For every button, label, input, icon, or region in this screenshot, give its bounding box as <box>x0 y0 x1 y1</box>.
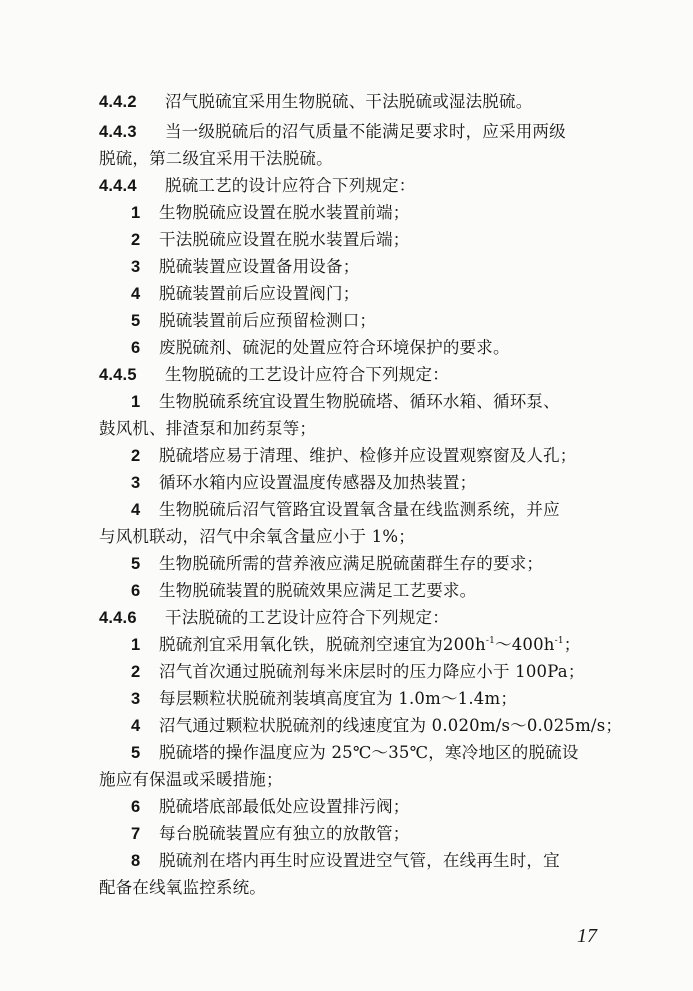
item-continuation: 鼓风机、排渣泵和加药泵等； <box>99 419 317 438</box>
item-number: 1 <box>131 636 141 654</box>
superscript: -1 <box>554 636 564 646</box>
clause-number: 4.4.3 <box>99 123 137 141</box>
item-number: 1 <box>131 204 141 222</box>
list-item <box>131 851 693 871</box>
clause-number: 4.4.2 <box>99 93 137 111</box>
item-number: 8 <box>131 852 141 870</box>
list-item <box>131 338 693 358</box>
item-number: 5 <box>131 555 141 573</box>
item-text: 循环水箱内应设置温度传感器及加热装置； <box>159 473 477 492</box>
item-text: 脱硫塔底部最低处应设置排污阀； <box>159 797 410 816</box>
item-number: 7 <box>131 825 141 843</box>
item-text: 脱硫装置前后应设置阀门； <box>159 284 360 303</box>
item-text: 脱硫剂宜采用氧化铁，脱硫剂空速宜为200h <box>159 635 486 654</box>
item-text: 废脱硫剂、硫泥的处置应符合环境保护的要求。 <box>159 338 510 357</box>
list-item <box>131 257 693 277</box>
item-number: 1 <box>131 393 141 411</box>
clause-text: 沼气脱硫宜采用生物脱硫、干法脱硫或湿法脱硫。 <box>165 92 533 111</box>
list-item <box>131 392 693 412</box>
clause-number: 4.4.5 <box>99 366 137 384</box>
item-number: 4 <box>131 285 141 303</box>
item-text: 生物脱硫应设置在脱水装置前端； <box>159 203 410 222</box>
clause-continuation: 脱硫，第二级宜采用干法脱硫。 <box>99 149 333 168</box>
item-number: 2 <box>131 231 141 249</box>
item-text: 沼气首次通过脱硫剂每米床层时的压力降应小于 100Pa； <box>159 662 585 681</box>
clause-number: 4.4.4 <box>99 177 137 195</box>
item-number: 2 <box>131 447 141 465</box>
item-number: 4 <box>131 717 141 735</box>
list-item <box>131 311 693 331</box>
list-item <box>131 635 693 655</box>
clause-text: 脱硫工艺的设计应符合下列规定： <box>165 176 416 195</box>
list-item <box>131 230 693 250</box>
item-number: 3 <box>131 690 141 708</box>
item-text: ； <box>563 635 581 654</box>
item-text: 脱硫装置前后应预留检测口； <box>159 311 377 330</box>
superscript: -1 <box>485 636 495 646</box>
item-number: 3 <box>131 258 141 276</box>
list-item <box>131 203 693 223</box>
item-text: 生物脱硫后沼气管路宜设置氧含量在线监测系统，并应 <box>159 500 560 519</box>
item-text: 每层颗粒状脱硫剂装填高度宜为 1.0m～1.4m； <box>159 689 518 708</box>
item-number: 5 <box>131 744 141 762</box>
item-continuation: 与风机联动，沼气中余氧含量应小于 1%； <box>99 527 415 546</box>
list-item <box>131 824 693 844</box>
item-text: 生物脱硫装置的脱硫效果应满足工艺要求。 <box>159 581 477 600</box>
item-text: 生物脱硫系统宜设置生物脱硫塔、循环水箱、循环泵、 <box>159 392 560 411</box>
list-item <box>131 284 693 304</box>
item-number: 2 <box>131 663 141 681</box>
clause-4-4-2 <box>99 92 693 112</box>
clause-text: 干法脱硫的工艺设计应符合下列规定： <box>165 608 449 627</box>
clause-4-4-3 <box>99 122 693 142</box>
clause-4-4-5 <box>99 365 693 385</box>
item-continuation: 施应有保温或采暖措施； <box>99 770 283 789</box>
clause-text: 生物脱硫的工艺设计应符合下列规定： <box>165 365 449 384</box>
list-item <box>131 554 693 574</box>
item-text: 每台脱硫装置应有独立的放散管； <box>159 824 410 843</box>
item-number: 4 <box>131 501 141 519</box>
list-item <box>131 716 693 736</box>
item-text: 脱硫剂在塔内再生时应设置进空气管，在线再生时，宜 <box>159 851 560 870</box>
clause-number: 4.4.6 <box>99 609 137 627</box>
item-text: 生物脱硫所需的营养液应满足脱硫菌群生存的要求； <box>159 554 544 573</box>
list-item <box>131 743 693 763</box>
list-item <box>131 581 693 601</box>
list-item <box>131 797 693 817</box>
item-number: 3 <box>131 474 141 492</box>
item-text: 干法脱硫应设置在脱水装置后端； <box>159 230 410 249</box>
list-item <box>131 689 693 709</box>
page-number: 17 <box>577 925 597 947</box>
list-item <box>131 500 693 520</box>
item-number: 5 <box>131 312 141 330</box>
item-text: ～400h <box>495 635 555 654</box>
item-number: 6 <box>131 582 141 600</box>
clause-4-4-6 <box>99 608 693 628</box>
item-number: 6 <box>131 798 141 816</box>
item-text: 沼气通过颗粒状脱硫剂的线速度宜为 0.020m/s～0.025m/s； <box>159 716 623 735</box>
list-item <box>131 473 693 493</box>
list-item <box>131 662 693 682</box>
item-text: 脱硫塔应易于清理、维护、检修并应设置观察窗及人孔； <box>159 446 577 465</box>
clause-text: 当一级脱硫后的沼气质量不能满足要求时，应采用两级 <box>165 122 566 141</box>
item-continuation: 配备在线氧监控系统。 <box>99 878 266 897</box>
item-text: 脱硫装置应设置备用设备； <box>159 257 360 276</box>
item-text: 脱硫塔的操作温度应为 25℃～35℃，寒冷地区的脱硫设 <box>159 743 579 762</box>
list-item <box>131 446 693 466</box>
item-number: 6 <box>131 339 141 357</box>
clause-4-4-4 <box>99 176 693 196</box>
